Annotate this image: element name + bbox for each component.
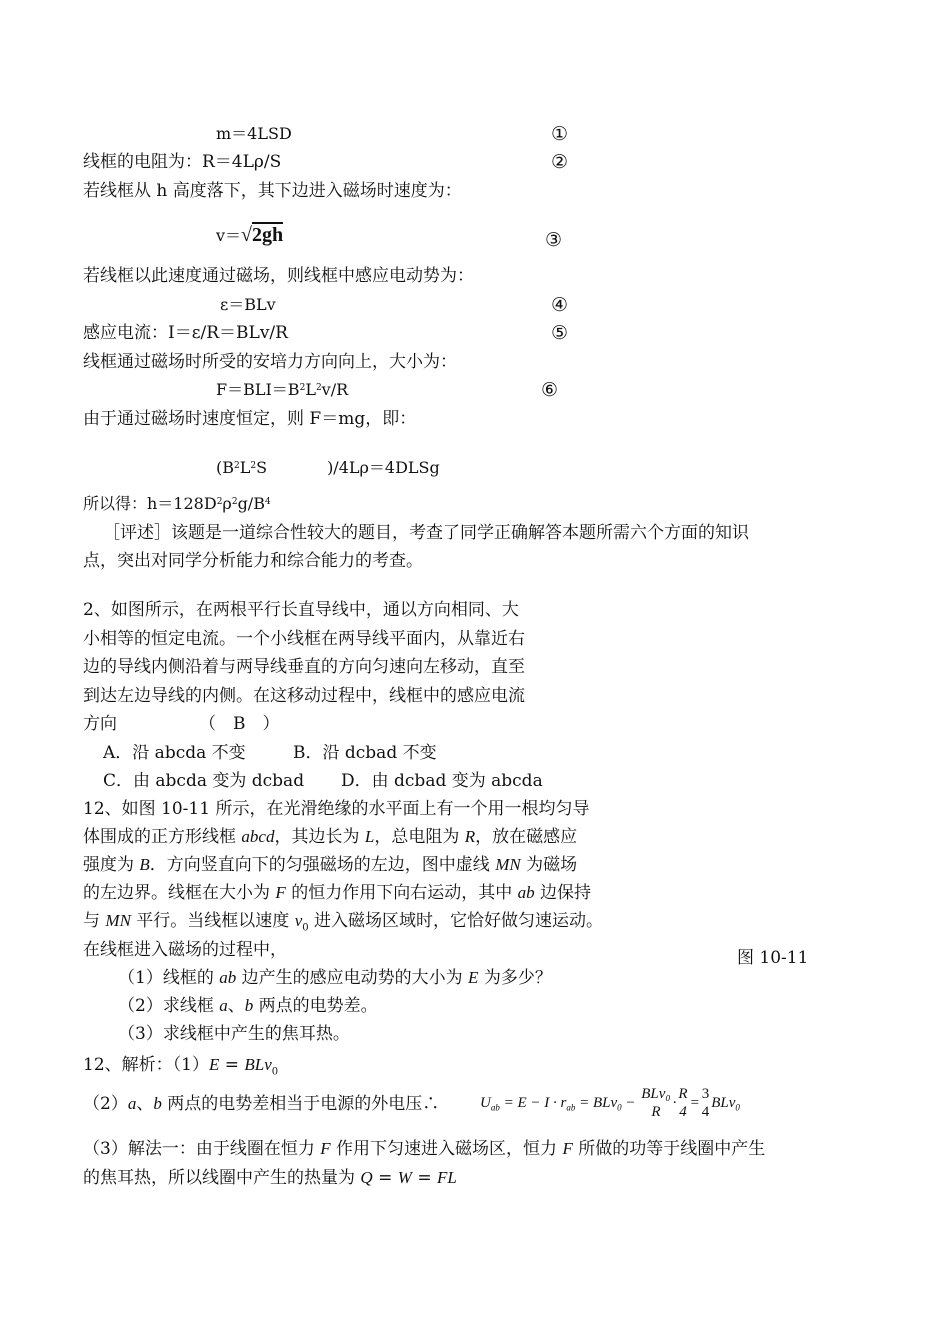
eq-force [216,379,348,401]
text-part: （2） [83,1094,128,1114]
text-part: （3）解法一：由于线圈在恒力 [83,1139,321,1159]
var-ab: ab [517,883,535,902]
exponent: 2 [231,497,238,507]
eq-height-result [83,493,271,515]
var-E: E [468,968,479,987]
text-part: ，放在磁感应 [475,827,578,847]
var-F: F [562,1139,573,1158]
question2-label: 方向 [83,714,117,734]
var-b: b [153,1094,162,1113]
text-part: 、 [227,996,245,1016]
var-FL: FL [436,1168,457,1187]
subquestion-2 [118,995,378,1017]
text-part: 边产生的感应电动势的大小为 [236,968,469,988]
eq-balance [216,457,440,479]
eq-part: − [621,1095,636,1111]
var-b: b [244,996,254,1015]
text-part: 平行。当线框以速度 [130,911,295,931]
text-part: 为磁场 [520,855,578,875]
text-part: 边保持 [534,883,592,903]
exponent: 2 [234,461,240,471]
var-MN: MN [495,855,521,874]
subscript: 0 [302,922,309,934]
subquestion-3: （3）求线框中产生的焦耳热。 [118,1024,350,1044]
var-a: a [127,1094,137,1113]
eq-number-2: ② [551,151,569,173]
sqrt-symbol: √ [241,224,253,246]
var-E: E [208,1055,220,1074]
text-part: 进入磁场区域时，它恰好做匀速运动。 [308,911,604,931]
eq-emf: ε＝BLv [220,295,276,314]
question2-answer: （ B ） [199,714,280,734]
fraction-blv-over-r [641,1086,670,1120]
text-part: 两点的电势差相当于电源的外电压∴ [161,1094,440,1114]
answer-line-1 [83,1054,278,1083]
var-v: v [294,911,303,930]
figure-caption: 图 10-11 [737,948,809,968]
text-line-fall: 若线框从 h 高度落下，其下边进入磁场时速度为： [83,181,462,201]
answer-line-4 [83,1167,457,1189]
eq-force-part: v/R [321,380,349,399]
fraction-3-over-4 [702,1086,710,1120]
eq-balance-part: L [239,458,251,477]
var-F: F [275,883,286,902]
subscript: 0 [617,1102,622,1113]
subscript: ab [490,1102,500,1113]
text-part: 的焦耳热，所以线圈中产生的热量为 [83,1168,361,1188]
text-line-force: 线框通过磁场时所受的安培力方向向上，大小为： [83,352,457,372]
eq-force-part: L [305,380,316,399]
text-part: 体围成的正方形线框 [83,827,242,847]
eq-number-6: ⑥ [541,379,559,401]
eq-part: = E − I · r [499,1095,567,1111]
var-R: R [464,827,476,846]
comment-line-2: 点，突出对同学分析能力和综合能力的考查。 [83,551,423,571]
subscript: 0 [271,1066,279,1078]
eq-current: 感应电流：I＝ε/R＝BLv/R [83,323,288,343]
var-ab: ab [219,968,237,987]
text-part: 为多少？ [478,968,552,988]
exponent: 2 [315,383,322,393]
question2-line-2: 小相等的恒定电流。一个小线框在两导线平面内，从靠近右 [83,629,525,649]
text-part: 与 [83,911,106,931]
text-part: = [372,1168,398,1188]
eq-number-3: ③ [545,229,563,251]
eq-height-part: 所以得：h＝128D [83,494,217,513]
exponent: 2 [250,461,257,471]
question12-line-5 [83,910,603,939]
question2-line-3: 边的导线内侧沿着与两导线垂直的方向匀速向左移动，直至 [83,657,525,677]
var-Q: Q [360,1168,373,1187]
text-part: 强度为 [83,855,140,875]
eq-number-4: ④ [551,294,569,316]
eq-part: U [480,1095,491,1111]
text-part: 的左边界。线框在大小为 [83,883,276,903]
var-abcd: abcd [241,827,275,846]
eq-number-1: ① [551,123,569,145]
eq-balance-part: S [256,458,268,477]
eq-part: = BLv [575,1095,618,1111]
option-c: C．由 abcda 变为 dcbad [103,771,305,791]
question12-line-6: 在线框进入磁场的过程中， [83,940,287,960]
text-part: ，其边长为 [274,827,365,847]
question12-line-4 [83,882,591,904]
exponent: 2 [299,383,306,393]
var-W: W [397,1168,412,1187]
text-line-emf: 若线框以此速度通过磁场，则线框中感应电动势为： [83,266,474,286]
var-F: F [320,1139,331,1158]
eq-velocity-radicand: 2gh [252,224,284,246]
eq-force-part: F＝BLI＝B [216,380,300,399]
option-b: B．沿 dcbad 不变 [293,743,437,763]
var-a: a [219,996,228,1015]
eq-part: · [672,1095,677,1111]
question12-line-3 [83,854,577,876]
eq-number-5: ⑤ [551,322,569,344]
text-part: = [219,1055,245,1075]
subquestion-1 [118,967,552,989]
question2-line-4: 到达左边导线的内侧。在这移动过程中，线框中的感应电流 [83,686,525,706]
eq-height-part: g/B [237,494,265,513]
question2-line-5 [83,713,280,735]
eq-balance-part: )/4Lρ＝4DLSg [327,458,440,477]
var-MN: MN [105,911,131,930]
text-part: 的恒力作用下向右运动，其中 [285,883,518,903]
var-L: L [364,827,375,846]
text-part: （2）求线框 [118,996,220,1016]
var-BLv: BLv [244,1055,272,1074]
eq-balance-part: (B [216,458,234,477]
exponent: 4 [264,497,271,507]
numerator: R [678,1086,688,1102]
numerator: 3 [701,1086,710,1102]
eq-resistance: 线框的电阻为：R＝4Lρ/S [83,152,282,172]
question12-line-2 [83,826,577,848]
text-part: = [411,1168,437,1188]
denominator: 4 [679,1104,687,1120]
fraction-r-over-4 [678,1086,687,1120]
voltage-equation [480,1086,740,1120]
var-B: B [139,855,150,874]
text-part: 两点的电势差。 [253,996,378,1016]
eq-velocity-lhs: v＝ [216,226,242,245]
comment-line-1: ［评述］该题是一道综合性较大的题目，考查了同学正确解答本题所需六个方面的知识 [103,523,749,543]
eq-part: BLv [711,1095,736,1111]
denominator: 4 [701,1104,710,1120]
eq-part: = [689,1095,700,1111]
text-line-balance: 由于通过磁场时速度恒定，则 F＝mg，即： [83,409,417,429]
denominator: R [651,1104,661,1120]
answer-line-3 [83,1138,765,1160]
text-part: （1）线框的 [118,968,220,988]
text-part: 作用下匀速进入磁场区，恒力 [330,1139,563,1159]
text-part: 12、解析：（1） [83,1055,209,1075]
exponent: 2 [216,497,223,507]
subscript: 0 [735,1102,740,1113]
text-part: ，总电阻为 [374,827,465,847]
eq-mass: m＝4LSD [216,124,292,143]
option-a: A．沿 abcda 不变 [103,743,246,763]
eq-velocity [216,224,283,247]
text-part: 、 [136,1094,154,1114]
answer-line-2-text [83,1093,439,1115]
text-part: 所做的功等于线圈中产生 [572,1139,766,1159]
question12-line-1: 12、如图 10-11 所示，在光滑绝缘的水平面上有一个用一根均匀导 [83,799,590,819]
numerator: BLv₀ [641,1086,671,1102]
option-d: D．由 dcbad 变为 abcda [341,771,543,791]
subscript: ab [566,1102,576,1113]
question2-line-1: 2、如图所示，在两根平行长直导线中，通以方向相同、大 [83,600,519,620]
text-part: ．方向竖直向下的匀强磁场的左边，图中虚线 [149,855,496,875]
eq-height-part: ρ [222,494,232,513]
